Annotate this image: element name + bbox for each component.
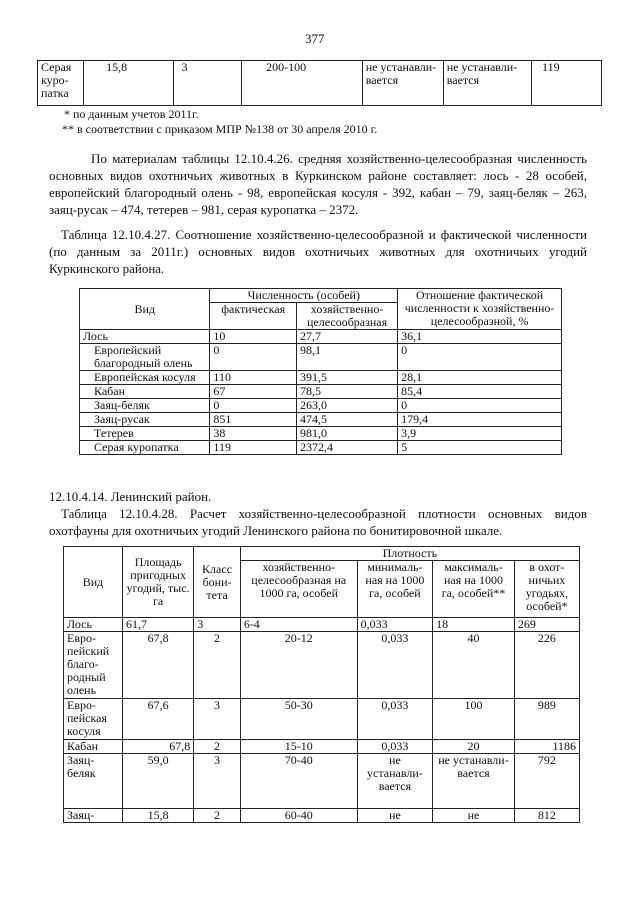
header-max: максималь-ная на 1000 га, особей**: [433, 561, 515, 618]
header-count: Численность (особей): [210, 289, 398, 303]
cell-target: 70-40: [240, 754, 357, 809]
table-row: [80, 413, 562, 427]
cell-actual: 269: [514, 618, 579, 632]
cell-actual: 0: [210, 344, 297, 371]
table-row: [80, 441, 562, 455]
table-cell: 200-100: [242, 61, 363, 106]
table-row: [64, 632, 580, 699]
top-table: [37, 60, 602, 106]
table-caption: Таблица 12.10.4.28. Расчет хозяйственно-целесообразной плотности основных видов охотфауны для охотничьих угодий Ленинского района по бонитировочной шкале.: [49, 506, 587, 538]
cell-target: 15-10: [240, 740, 357, 754]
header-target: хозяйственно-целесообразная на 1000 га, особей: [240, 561, 357, 618]
cell-target: 20-12: [240, 632, 357, 699]
paragraph: По материалам таблицы 12.10.4.26. средняя хозяйственно-целесообразная численность основных видов охотничьих животных в Куркинском районе составляет: лось - 28 особей, европейский благородный олень - 98, европейская косуля - 392, кабан – 79, заяц-беляк – 263, заяц-русак – 474, тетерев – 981, серая куропатка – 2372.: [49, 151, 587, 217]
table-row: [64, 618, 580, 632]
table-cell: не устанавли-вается: [362, 61, 443, 106]
table-cell: 15,8: [84, 61, 173, 106]
table-cell: 119: [532, 61, 602, 106]
cell-area: 67,8: [122, 632, 193, 699]
header-ratio: Отношение фактической численности к хозяйственно-целесообразной, %: [398, 289, 562, 330]
header-species: Вид: [64, 547, 123, 618]
cell-actual: 67: [210, 385, 297, 399]
table-row: [80, 385, 562, 399]
header-actual: в охот-ничьих угодьях, особей*: [514, 561, 579, 618]
cell-class: 3: [194, 754, 241, 809]
cell-class: 3: [194, 699, 241, 740]
cell-ratio: 3,9: [398, 427, 562, 441]
cell-species: Европейская косуля: [80, 371, 210, 385]
cell-species: Кабан: [80, 385, 210, 399]
table-kurkinsky: [79, 288, 562, 455]
table-header-row: [64, 547, 580, 561]
cell-actual: 792: [514, 754, 579, 809]
cell-actual: 110: [210, 371, 297, 385]
cell-class: 2: [194, 740, 241, 754]
cell-species: Евро-пейский благо-родный олень: [64, 632, 123, 699]
cell-actual: 0: [210, 399, 297, 413]
cell-actual: 38: [210, 427, 297, 441]
cell-ratio: 36,1: [398, 330, 562, 344]
cell-target: 6-4: [240, 618, 357, 632]
cell-target: 263,0: [296, 399, 397, 413]
cell-class: 2: [194, 809, 241, 823]
cell-target: 98,1: [296, 344, 397, 371]
table-row: [80, 344, 562, 371]
footnote: * по данным учетов 2011г.: [64, 107, 199, 121]
cell-max: 40: [433, 632, 515, 699]
cell-species: Заяц-: [64, 809, 123, 823]
header-class: Класс бони-тета: [194, 547, 241, 618]
cell-class: 3: [194, 618, 241, 632]
cell-max: 18: [433, 618, 515, 632]
cell-min: не устанавли-вается: [357, 754, 432, 809]
cell-max: 20: [433, 740, 515, 754]
cell-species: Заяц-беляк: [80, 399, 210, 413]
cell-species: Серая куропатка: [80, 441, 210, 455]
cell-actual: 989: [514, 699, 579, 740]
cell-area: 15,8: [122, 809, 193, 823]
header-area: Площадь пригодных угодий, тыс. га: [122, 547, 193, 618]
cell-target: 60-40: [240, 809, 357, 823]
cell-target: 474,5: [296, 413, 397, 427]
table-cell: не устанавли-вается: [443, 61, 531, 106]
cell-class: 2: [194, 632, 241, 699]
table-cell: Серая куро-патка: [38, 61, 84, 106]
table-caption: Таблица 12.10.4.27. Соотношение хозяйственно-целесообразной и фактической численности (по данным за 2011г.) основных видов охотничьих животных для охотничьих угодий Куркинского района.: [49, 227, 587, 276]
cell-ratio: 28,1: [398, 371, 562, 385]
cell-species: Кабан: [64, 740, 123, 754]
cell-species: Тетерев: [80, 427, 210, 441]
cell-species: Евро-пейская косуля: [64, 699, 123, 740]
cell-ratio: 5: [398, 441, 562, 455]
header-density: Плотность: [240, 547, 579, 561]
table-cell: 3: [173, 61, 242, 106]
cell-target: 78,5: [296, 385, 397, 399]
cell-actual: 119: [210, 441, 297, 455]
cell-area: 67,6: [122, 699, 193, 740]
cell-min: 0,033: [357, 740, 432, 754]
cell-min: 0,033: [357, 632, 432, 699]
table-row: [64, 809, 580, 823]
table-row: [80, 330, 562, 344]
cell-target: 2372,4: [296, 441, 397, 455]
cell-max: не устанавли-вается: [433, 754, 515, 809]
cell-target: 50-30: [240, 699, 357, 740]
cell-area: 67,8: [122, 740, 193, 754]
cell-actual: 10: [210, 330, 297, 344]
table-row: [80, 371, 562, 385]
cell-actual: 1186: [514, 740, 579, 754]
table-row: [38, 61, 602, 106]
cell-species: Заяц-русак: [80, 413, 210, 427]
cell-species: Лось: [64, 618, 123, 632]
header-actual: фактическая: [210, 303, 297, 330]
cell-max: не: [433, 809, 515, 823]
cell-target: 27,7: [296, 330, 397, 344]
table-leninsky: [63, 546, 580, 823]
table-row: [64, 699, 580, 740]
table-row: [80, 399, 562, 413]
cell-species: Европейский благородный олень: [80, 344, 210, 371]
table-header-row: [80, 289, 562, 303]
header-species: Вид: [80, 289, 210, 330]
cell-min: 0,033: [357, 699, 432, 740]
cell-target: 981,0: [296, 427, 397, 441]
cell-min: не: [357, 809, 432, 823]
table-row: [64, 754, 580, 809]
header-target: хозяйственно-целесообразная: [296, 303, 397, 330]
cell-actual: 226: [514, 632, 579, 699]
cell-ratio: 85,4: [398, 385, 562, 399]
cell-species: Лось: [80, 330, 210, 344]
cell-actual: 812: [514, 809, 579, 823]
cell-area: 61,7: [122, 618, 193, 632]
cell-max: 100: [433, 699, 515, 740]
cell-ratio: 0: [398, 399, 562, 413]
table-row: [80, 427, 562, 441]
page-number: 377: [305, 31, 325, 46]
cell-actual: 851: [210, 413, 297, 427]
cell-ratio: 179,4: [398, 413, 562, 427]
table-row: [64, 740, 580, 754]
cell-ratio: 0: [398, 344, 562, 371]
header-min: минималь-ная на 1000 га, особей: [357, 561, 432, 618]
cell-area: 59,0: [122, 754, 193, 809]
cell-species: Заяц-беляк: [64, 754, 123, 809]
footnote: ** в соответствии с приказом МПР №138 от 30 апреля 2010 г.: [62, 122, 378, 136]
cell-min: 0,033: [357, 618, 432, 632]
cell-target: 391,5: [296, 371, 397, 385]
section-heading: 12.10.4.14. Ленинский район.: [49, 489, 212, 504]
